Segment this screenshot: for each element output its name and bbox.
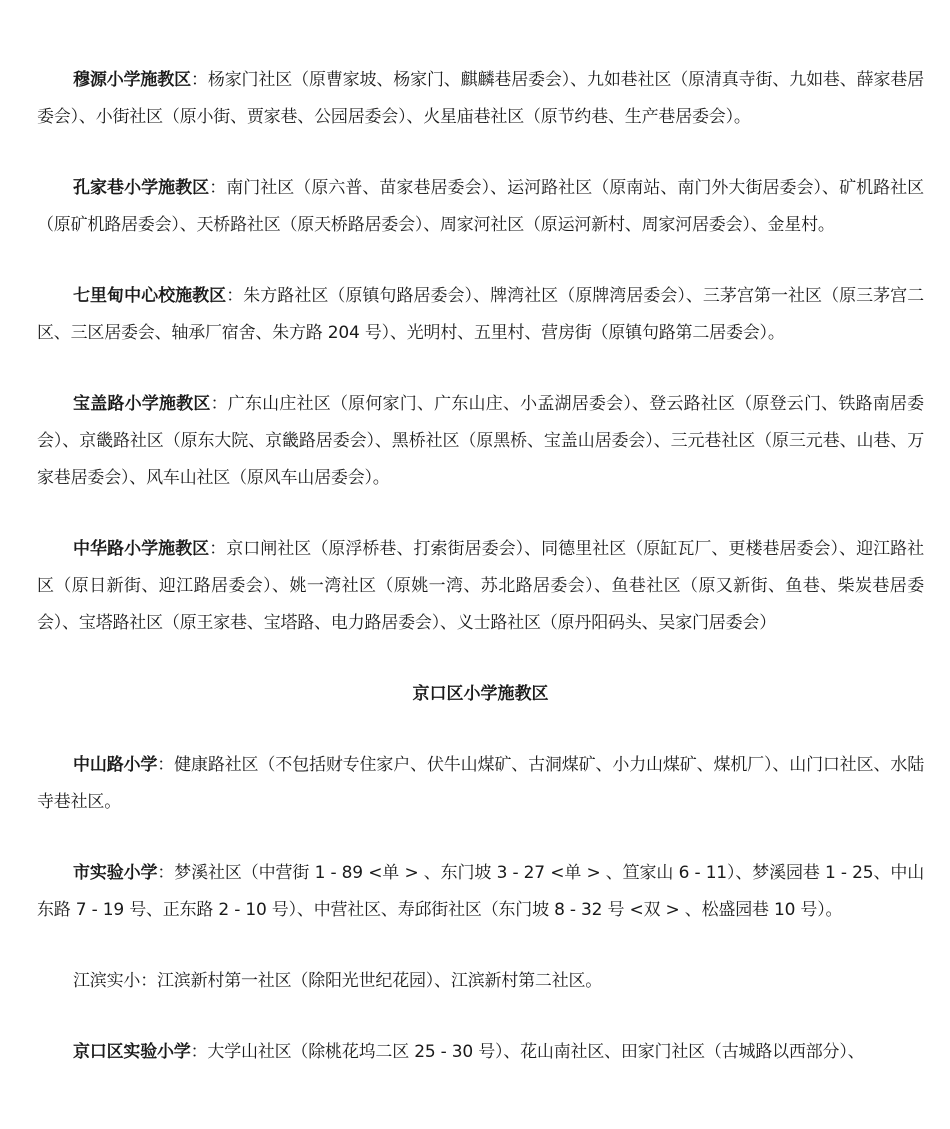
separator: ： <box>157 863 175 883</box>
separator: ： <box>226 286 244 306</box>
separator: ： <box>209 539 227 559</box>
district-text: 梦溪社区（中营街 1 - 89 <单 > 、东门坡 3 - 27 <单 > 、笪家山 6 - 11）、梦溪园巷 1 - 25、中山东路 7 - 19 号、正东路 2 - 10 号）、中营社区、寿邱街社区（东门坡 8 - 32 号 <双 > 、松盛园巷 10 号）。 <box>37 863 925 920</box>
paragraph-shishiyan <box>37 855 924 929</box>
paragraph-kongjiaxiang <box>37 170 924 244</box>
separator: ： <box>190 1042 208 1062</box>
school-name: 七里甸中心校施教区 <box>73 286 227 306</box>
district-text: 广东山庄社区（原何家门、广东山庄、小孟湖居委会）、登云路社区（原登云门、铁路南居委会）、京畿路社区（原东大院、京畿路居委会）、黑桥社区（原黑桥、宝盖山居委会）、三元巷社区（原三元巷、山巷、万家巷居委会）、风车山社区（原风车山居委会）。 <box>37 394 924 488</box>
paragraph-muyuan <box>37 62 924 136</box>
district-text: 杨家门社区（原曹家坡、杨家门、麒麟巷居委会）、九如巷社区（原清真寺街、九如巷、薛家巷居委会）、小街社区（原小街、贾家巷、公园居委会）、火星庙巷社区（原节约巷、生产巷居委会）。 <box>37 70 924 127</box>
paragraph-jingkou-shiyan <box>37 1034 924 1071</box>
school-name: 穆源小学施教区 <box>73 70 191 90</box>
paragraph-jiangbin <box>37 963 924 1000</box>
district-text: 江滨实小：江滨新村第一社区（除阳光世纪花园）、江滨新村第二社区。 <box>73 971 603 991</box>
paragraph-qilidian <box>37 278 924 352</box>
separator: ： <box>210 394 228 414</box>
paragraph-zhonghualu <box>37 531 924 642</box>
district-text: 南门社区（原六普、苗家巷居委会）、运河路社区（原南站、南门外大街居委会）、矿机路社区（原矿机路居委会）、天桥路社区（原天桥路居委会）、周家河社区（原运河新村、周家河居委会）、金星村。 <box>37 178 924 235</box>
separator: ： <box>209 178 227 198</box>
school-name: 中山路小学 <box>73 755 158 775</box>
paragraph-zhongshanlu <box>37 747 924 821</box>
district-text: 京口闸社区（原浮桥巷、打索街居委会）、同德里社区（原缸瓦厂、更楼巷居委会）、迎江路社区（原日新街、迎江路居委会）、姚一湾社区（原姚一湾、苏北路居委会）、鱼巷社区（原又新街、鱼巷、柴炭巷居委会）、宝塔路社区（原王家巷、宝塔路、电力路居委会）、义士路社区（原丹阳码头、吴家门居委会） <box>37 539 924 633</box>
school-name: 京口区实验小学 <box>73 1042 191 1062</box>
paragraph-baogailu <box>37 386 924 497</box>
separator: ： <box>157 755 175 775</box>
district-text: 大学山社区（除桃花坞二区 25 - 30 号）、花山南社区、田家门社区（古城路以西部分）、 <box>207 1042 865 1062</box>
school-name: 孔家巷小学施教区 <box>73 178 210 198</box>
school-name: 宝盖路小学施教区 <box>73 394 211 414</box>
district-text: 朱方路社区（原镇句路居委会）、牌湾社区（原牌湾居委会）、三茅宫第一社区（原三茅宫二区、三区居委会、轴承厂宿舍、朱方路 204 号）、光明村、五里村、营房街（原镇句路第二居委会）。 <box>37 286 924 343</box>
separator: ： <box>190 70 208 90</box>
district-text: 健康路社区（不包括财专住家户、伏牛山煤矿、古洞煤矿、小力山煤矿、煤机厂）、山门口社区、水陆寺巷社区。 <box>37 755 925 812</box>
school-name: 市实验小学 <box>73 863 158 883</box>
school-name: 中华路小学施教区 <box>73 539 210 559</box>
section-heading: 京口区小学施教区 <box>412 684 549 704</box>
